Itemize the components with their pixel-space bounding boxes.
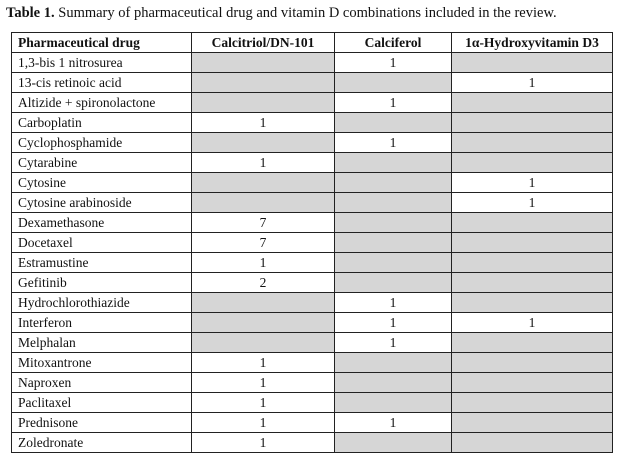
hydroxyvitamin-d3-cell — [452, 413, 613, 433]
header-calciferol: Calciferol — [335, 33, 452, 53]
table-row — [12, 213, 613, 233]
table-row — [12, 53, 613, 73]
calciferol-cell — [335, 153, 452, 173]
table-row — [12, 113, 613, 133]
calciferol-cell — [335, 353, 452, 373]
calciferol-cell: 1 — [335, 53, 452, 73]
calcitriol-cell — [192, 333, 335, 353]
table-caption — [6, 4, 614, 22]
table-row — [12, 413, 613, 433]
drug-name-cell: 1,3-bis 1 nitrosurea — [12, 53, 192, 73]
table-row — [12, 313, 613, 333]
calcitriol-cell — [192, 313, 335, 333]
drug-name-cell: 13-cis retinoic acid — [12, 73, 192, 93]
calciferol-cell — [335, 373, 452, 393]
drug-name-cell: Dexamethasone — [12, 213, 192, 233]
hydroxyvitamin-d3-cell — [452, 133, 613, 153]
hydroxyvitamin-d3-cell — [452, 393, 613, 413]
calcitriol-cell — [192, 53, 335, 73]
hydroxyvitamin-d3-cell: 1 — [452, 173, 613, 193]
calcitriol-cell: 7 — [192, 233, 335, 253]
table-row — [12, 273, 613, 293]
table-row — [12, 293, 613, 313]
hydroxyvitamin-d3-cell — [452, 233, 613, 253]
drug-name-cell: Hydrochlorothiazide — [12, 293, 192, 313]
calcitriol-cell — [192, 133, 335, 153]
hydroxyvitamin-d3-cell — [452, 353, 613, 373]
calciferol-cell: 1 — [335, 333, 452, 353]
table-row — [12, 193, 613, 213]
table-row — [12, 433, 613, 453]
calcitriol-cell — [192, 293, 335, 313]
drug-name-cell: Docetaxel — [12, 233, 192, 253]
calcitriol-cell: 1 — [192, 153, 335, 173]
hydroxyvitamin-d3-cell — [452, 373, 613, 393]
drug-name-cell: Naproxen — [12, 373, 192, 393]
drug-name-cell: Mitoxantrone — [12, 353, 192, 373]
calcitriol-cell: 1 — [192, 373, 335, 393]
calciferol-cell — [335, 173, 452, 193]
hydroxyvitamin-d3-cell — [452, 53, 613, 73]
calcitriol-cell — [192, 193, 335, 213]
calciferol-cell — [335, 433, 452, 453]
calcitriol-cell: 1 — [192, 113, 335, 133]
table-row — [12, 373, 613, 393]
calciferol-cell — [335, 73, 452, 93]
calcitriol-cell: 1 — [192, 393, 335, 413]
table-row — [12, 73, 613, 93]
drug-name-cell: Melphalan — [12, 333, 192, 353]
table-header-row — [12, 33, 613, 53]
drug-name-cell: Cytosine — [12, 173, 192, 193]
drug-name-cell: Cytarabine — [12, 153, 192, 173]
table-row — [12, 353, 613, 373]
table-row — [12, 253, 613, 273]
hydroxyvitamin-d3-cell — [452, 273, 613, 293]
drug-name-cell: Carboplatin — [12, 113, 192, 133]
hydroxyvitamin-d3-cell — [452, 293, 613, 313]
calciferol-cell: 1 — [335, 93, 452, 113]
table-row — [12, 133, 613, 153]
calciferol-cell: 1 — [335, 413, 452, 433]
hydroxyvitamin-d3-cell: 1 — [452, 193, 613, 213]
hydroxyvitamin-d3-cell: 1 — [452, 73, 613, 93]
calciferol-cell — [335, 233, 452, 253]
table-row — [12, 173, 613, 193]
calcitriol-cell — [192, 73, 335, 93]
hydroxyvitamin-d3-cell: 1 — [452, 313, 613, 333]
calciferol-cell: 1 — [335, 313, 452, 333]
calciferol-cell — [335, 393, 452, 413]
hydroxyvitamin-d3-cell — [452, 253, 613, 273]
calcitriol-cell: 7 — [192, 213, 335, 233]
calciferol-cell — [335, 273, 452, 293]
calciferol-cell — [335, 253, 452, 273]
header-calcitriol: Calcitriol/DN-101 — [192, 33, 335, 53]
table-caption-text: Summary of pharmaceutical drug and vitamin D combinations included in the review. — [54, 5, 557, 21]
drug-name-cell: Interferon — [12, 313, 192, 333]
table-body — [12, 53, 613, 453]
calciferol-cell — [335, 213, 452, 233]
hydroxyvitamin-d3-cell — [452, 433, 613, 453]
table-row — [12, 233, 613, 253]
table-row — [12, 153, 613, 173]
drug-name-cell: Gefitinib — [12, 273, 192, 293]
drug-name-cell: Paclitaxel — [12, 393, 192, 413]
calcitriol-cell — [192, 173, 335, 193]
hydroxyvitamin-d3-cell — [452, 333, 613, 353]
calcitriol-cell: 1 — [192, 413, 335, 433]
header-pharmaceutical-drug: Pharmaceutical drug — [12, 33, 192, 53]
header-hydroxyvitamin-d3: 1α-Hydroxyvitamin D3 — [452, 33, 613, 53]
drug-name-cell: Cytosine arabinoside — [12, 193, 192, 213]
drug-name-cell: Cyclophosphamide — [12, 133, 192, 153]
hydroxyvitamin-d3-cell — [452, 153, 613, 173]
calcitriol-cell: 1 — [192, 353, 335, 373]
calciferol-cell: 1 — [335, 133, 452, 153]
calciferol-cell — [335, 113, 452, 133]
hydroxyvitamin-d3-cell — [452, 213, 613, 233]
drug-name-cell: Estramustine — [12, 253, 192, 273]
calcitriol-cell: 2 — [192, 273, 335, 293]
calciferol-cell: 1 — [335, 293, 452, 313]
drug-vitamin-d-table — [11, 32, 613, 453]
drug-name-cell: Altizide + spironolactone — [12, 93, 192, 113]
calcitriol-cell — [192, 93, 335, 113]
hydroxyvitamin-d3-cell — [452, 93, 613, 113]
table-row — [12, 93, 613, 113]
table-container — [11, 32, 612, 453]
drug-name-cell: Zoledronate — [12, 433, 192, 453]
drug-name-cell: Prednisone — [12, 413, 192, 433]
calcitriol-cell: 1 — [192, 433, 335, 453]
table-caption-label: Table 1. — [6, 5, 55, 21]
table-row — [12, 333, 613, 353]
calcitriol-cell: 1 — [192, 253, 335, 273]
calciferol-cell — [335, 193, 452, 213]
hydroxyvitamin-d3-cell — [452, 113, 613, 133]
table-row — [12, 393, 613, 413]
